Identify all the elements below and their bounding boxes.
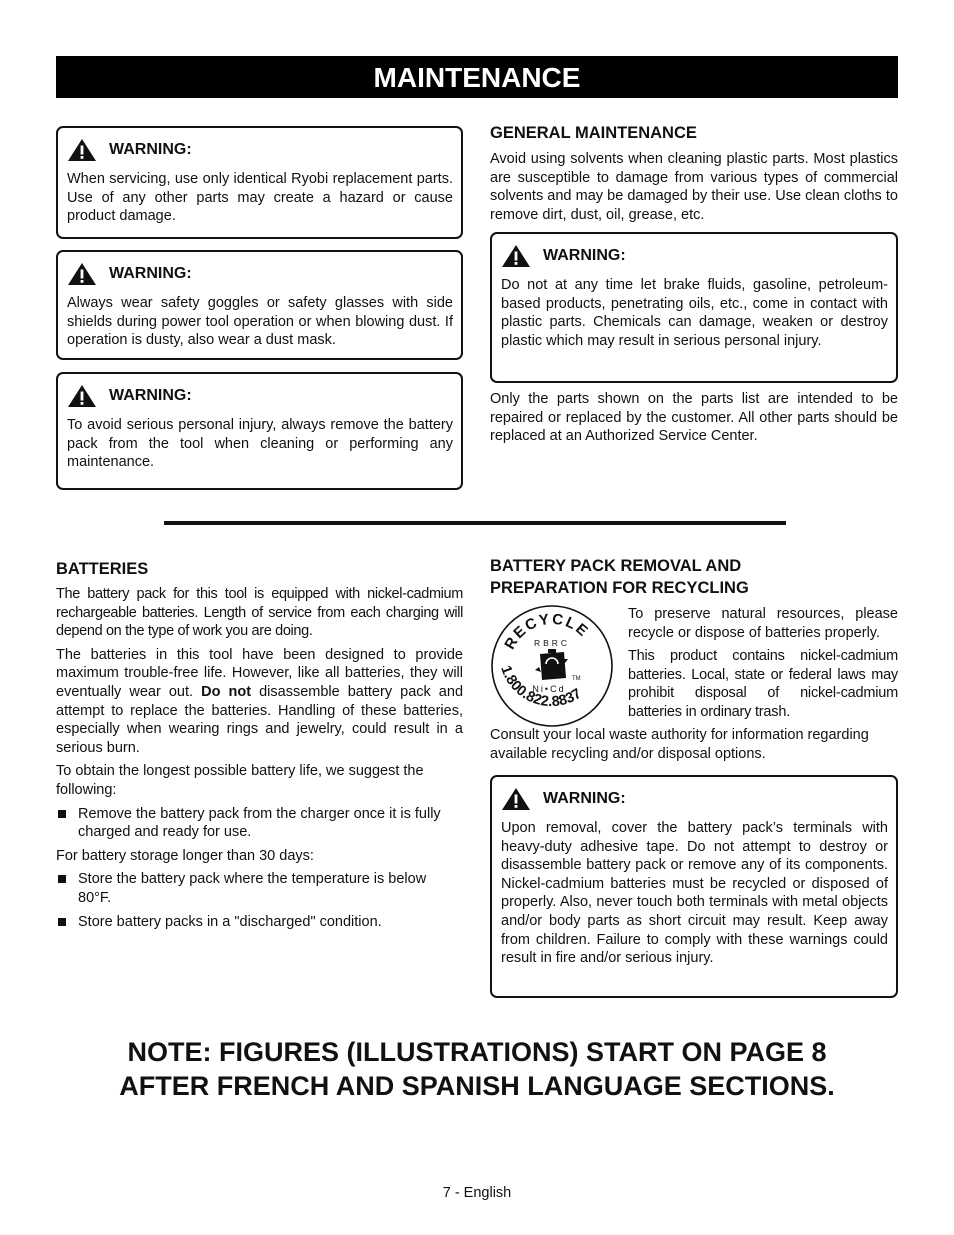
- recycling-heading-line-1: BATTERY PACK REMOVAL AND: [490, 557, 742, 575]
- bullet-square-icon: [58, 810, 66, 818]
- warning-header: [67, 262, 453, 286]
- recycling-paragraph-3: Consult your local waste authority for information regarding available recycling and/or disposal options.: [490, 727, 869, 762]
- figures-note-line-1: NOTE: FIGURES (ILLUSTRATIONS) START ON PAGE 8: [127, 1037, 827, 1067]
- warning-header: [67, 138, 453, 162]
- recycling-heading: [490, 555, 749, 599]
- warning-label: WARNING:: [109, 387, 192, 404]
- bullet-square-icon: [58, 875, 66, 883]
- list-item: [56, 913, 463, 932]
- warning-box-plastic-parts: [490, 232, 898, 383]
- batteries-do-not: Do not: [201, 683, 252, 700]
- recycling-paragraph-1: To preserve natural resources, please recycle or dispose of batteries properly.: [628, 606, 898, 641]
- warning-triangle-icon: [67, 262, 97, 286]
- warning-triangle-icon: [501, 244, 531, 268]
- list-item: [56, 805, 463, 842]
- bullet-text: Remove the battery pack from the charger once it is fully charged and ready for use.: [78, 805, 441, 841]
- bullet-square-icon: [58, 918, 66, 926]
- seal-phone-text: 1.800.822.8837: [497, 663, 585, 711]
- warning-triangle-icon: [67, 138, 97, 162]
- batteries-paragraph-2b: disassemble battery pack and attempt to replace the batteries. Handling of these batteries, especially when wearing rings and jewelry, could result in a serious burn.: [56, 683, 464, 756]
- authorized-service-text: [490, 390, 898, 451]
- authorized-service-paragraph: Only the parts shown on the parts list are intended to be repaired or replaced by the customer. All other parts should be replaced at an Authorized Service Center.: [490, 391, 898, 445]
- batteries-paragraph-2: [56, 646, 463, 758]
- warning-label: WARNING:: [543, 790, 626, 807]
- recycling-text-beside-seal: [628, 605, 898, 727]
- warning-text: When servicing, use only identical Ryobi replacement parts. Use of any other parts may create a hazard or cause product damage.: [67, 171, 453, 225]
- warning-label: WARNING:: [109, 265, 192, 282]
- recycling-heading-line-2: PREPARATION FOR RECYCLING: [490, 579, 749, 597]
- seal-nicd-text: Ni•Cd: [532, 684, 566, 694]
- batteries-heading: BATTERIES: [56, 560, 149, 578]
- warning-box-replacement-parts: [56, 126, 463, 239]
- warning-text: Upon removal, cover the battery pack’s terminals with heavy-duty adhesive tape. Do not attempt to destroy or disassemble battery pack or remove any of its components. Nickel-cadmium batteries must be recycled or disposed of properly. Also, never touch both terminals with metal objects and/or body parts as short circuit may result. Keep away from children. Failure to comply with these warnings could result in fire and/or serious injury.: [501, 820, 888, 967]
- warning-box-battery-disposal: [490, 775, 898, 998]
- seal-recycle-text: RECYCLE: [501, 610, 593, 653]
- warning-triangle-icon: [501, 787, 531, 811]
- warning-box-safety-goggles: [56, 250, 463, 360]
- warning-triangle-icon: [67, 384, 97, 408]
- rbrc-recycle-seal: [490, 604, 614, 728]
- warning-label: WARNING:: [543, 247, 626, 264]
- warning-header: [501, 244, 888, 268]
- seal-tm-text: TM: [572, 676, 581, 682]
- warning-text: To avoid serious personal injury, always remove the battery pack from the tool when cleaning or performing any maintenance.: [67, 417, 453, 471]
- general-maintenance-text: [490, 150, 898, 229]
- warning-box-remove-battery: [56, 372, 463, 490]
- bullet-text: Store battery packs in a "discharged" condition.: [78, 913, 382, 930]
- batteries-paragraph-4: For battery storage longer than 30 days:: [56, 847, 314, 864]
- warning-label: WARNING:: [109, 141, 192, 158]
- general-maintenance-heading: GENERAL MAINTENANCE: [490, 124, 697, 142]
- seal-rbrc-text: RBRC: [533, 638, 571, 648]
- section-divider: [164, 521, 786, 525]
- figures-note-line-2: AFTER FRENCH AND SPANISH LANGUAGE SECTIONS.: [119, 1071, 835, 1101]
- page-title-banner: MAINTENANCE: [56, 56, 898, 98]
- batteries-text: [56, 585, 463, 936]
- batteries-paragraph-3: To obtain the longest possible battery life, we suggest the following:: [56, 763, 424, 798]
- batteries-paragraph-2a: The batteries in this tool have been designed to provide maximum trouble-free life. However, like all batteries, they will eventually wear out.: [56, 646, 463, 700]
- warning-header: [501, 787, 888, 811]
- batteries-paragraph-1: The battery pack for this tool is equipped with nickel-cadmium rechargeable batteries. Length of service from each charging will depend on the type of work you are doing.: [56, 586, 463, 640]
- warning-text: Always wear safety goggles or safety glasses with side shields during power tool operation or when blowing dust. If operation is dusty, also wear a dust mask.: [67, 295, 453, 349]
- page-number: 7 - English: [442, 1185, 512, 1201]
- warning-header: [67, 384, 453, 408]
- recycling-paragraph-2: This product contains nickel-cadmium batteries. Local, state or federal laws may prohibit disposal of nickel-cadmium batteries in ordinary trash.: [628, 648, 898, 720]
- bullet-text: Store the battery pack where the temperature is below 80°F.: [78, 871, 427, 906]
- figures-note: [0, 1035, 954, 1103]
- recycling-text-below: [490, 726, 898, 768]
- list-item: [56, 870, 463, 907]
- general-maintenance-paragraph: Avoid using solvents when cleaning plastic parts. Most plastics are susceptible to damage from various types of commercial solvents and may be damaged by their use. Use clean cloths to remove dirt, dust, oil, grease, etc.: [490, 151, 898, 223]
- warning-text: Do not at any time let brake fluids, gasoline, petroleum-based products, penetrating oils, etc., come in contact with plastic parts. Chemicals can damage, weaken or destroy plastic which may result in serious personal injury.: [501, 277, 888, 349]
